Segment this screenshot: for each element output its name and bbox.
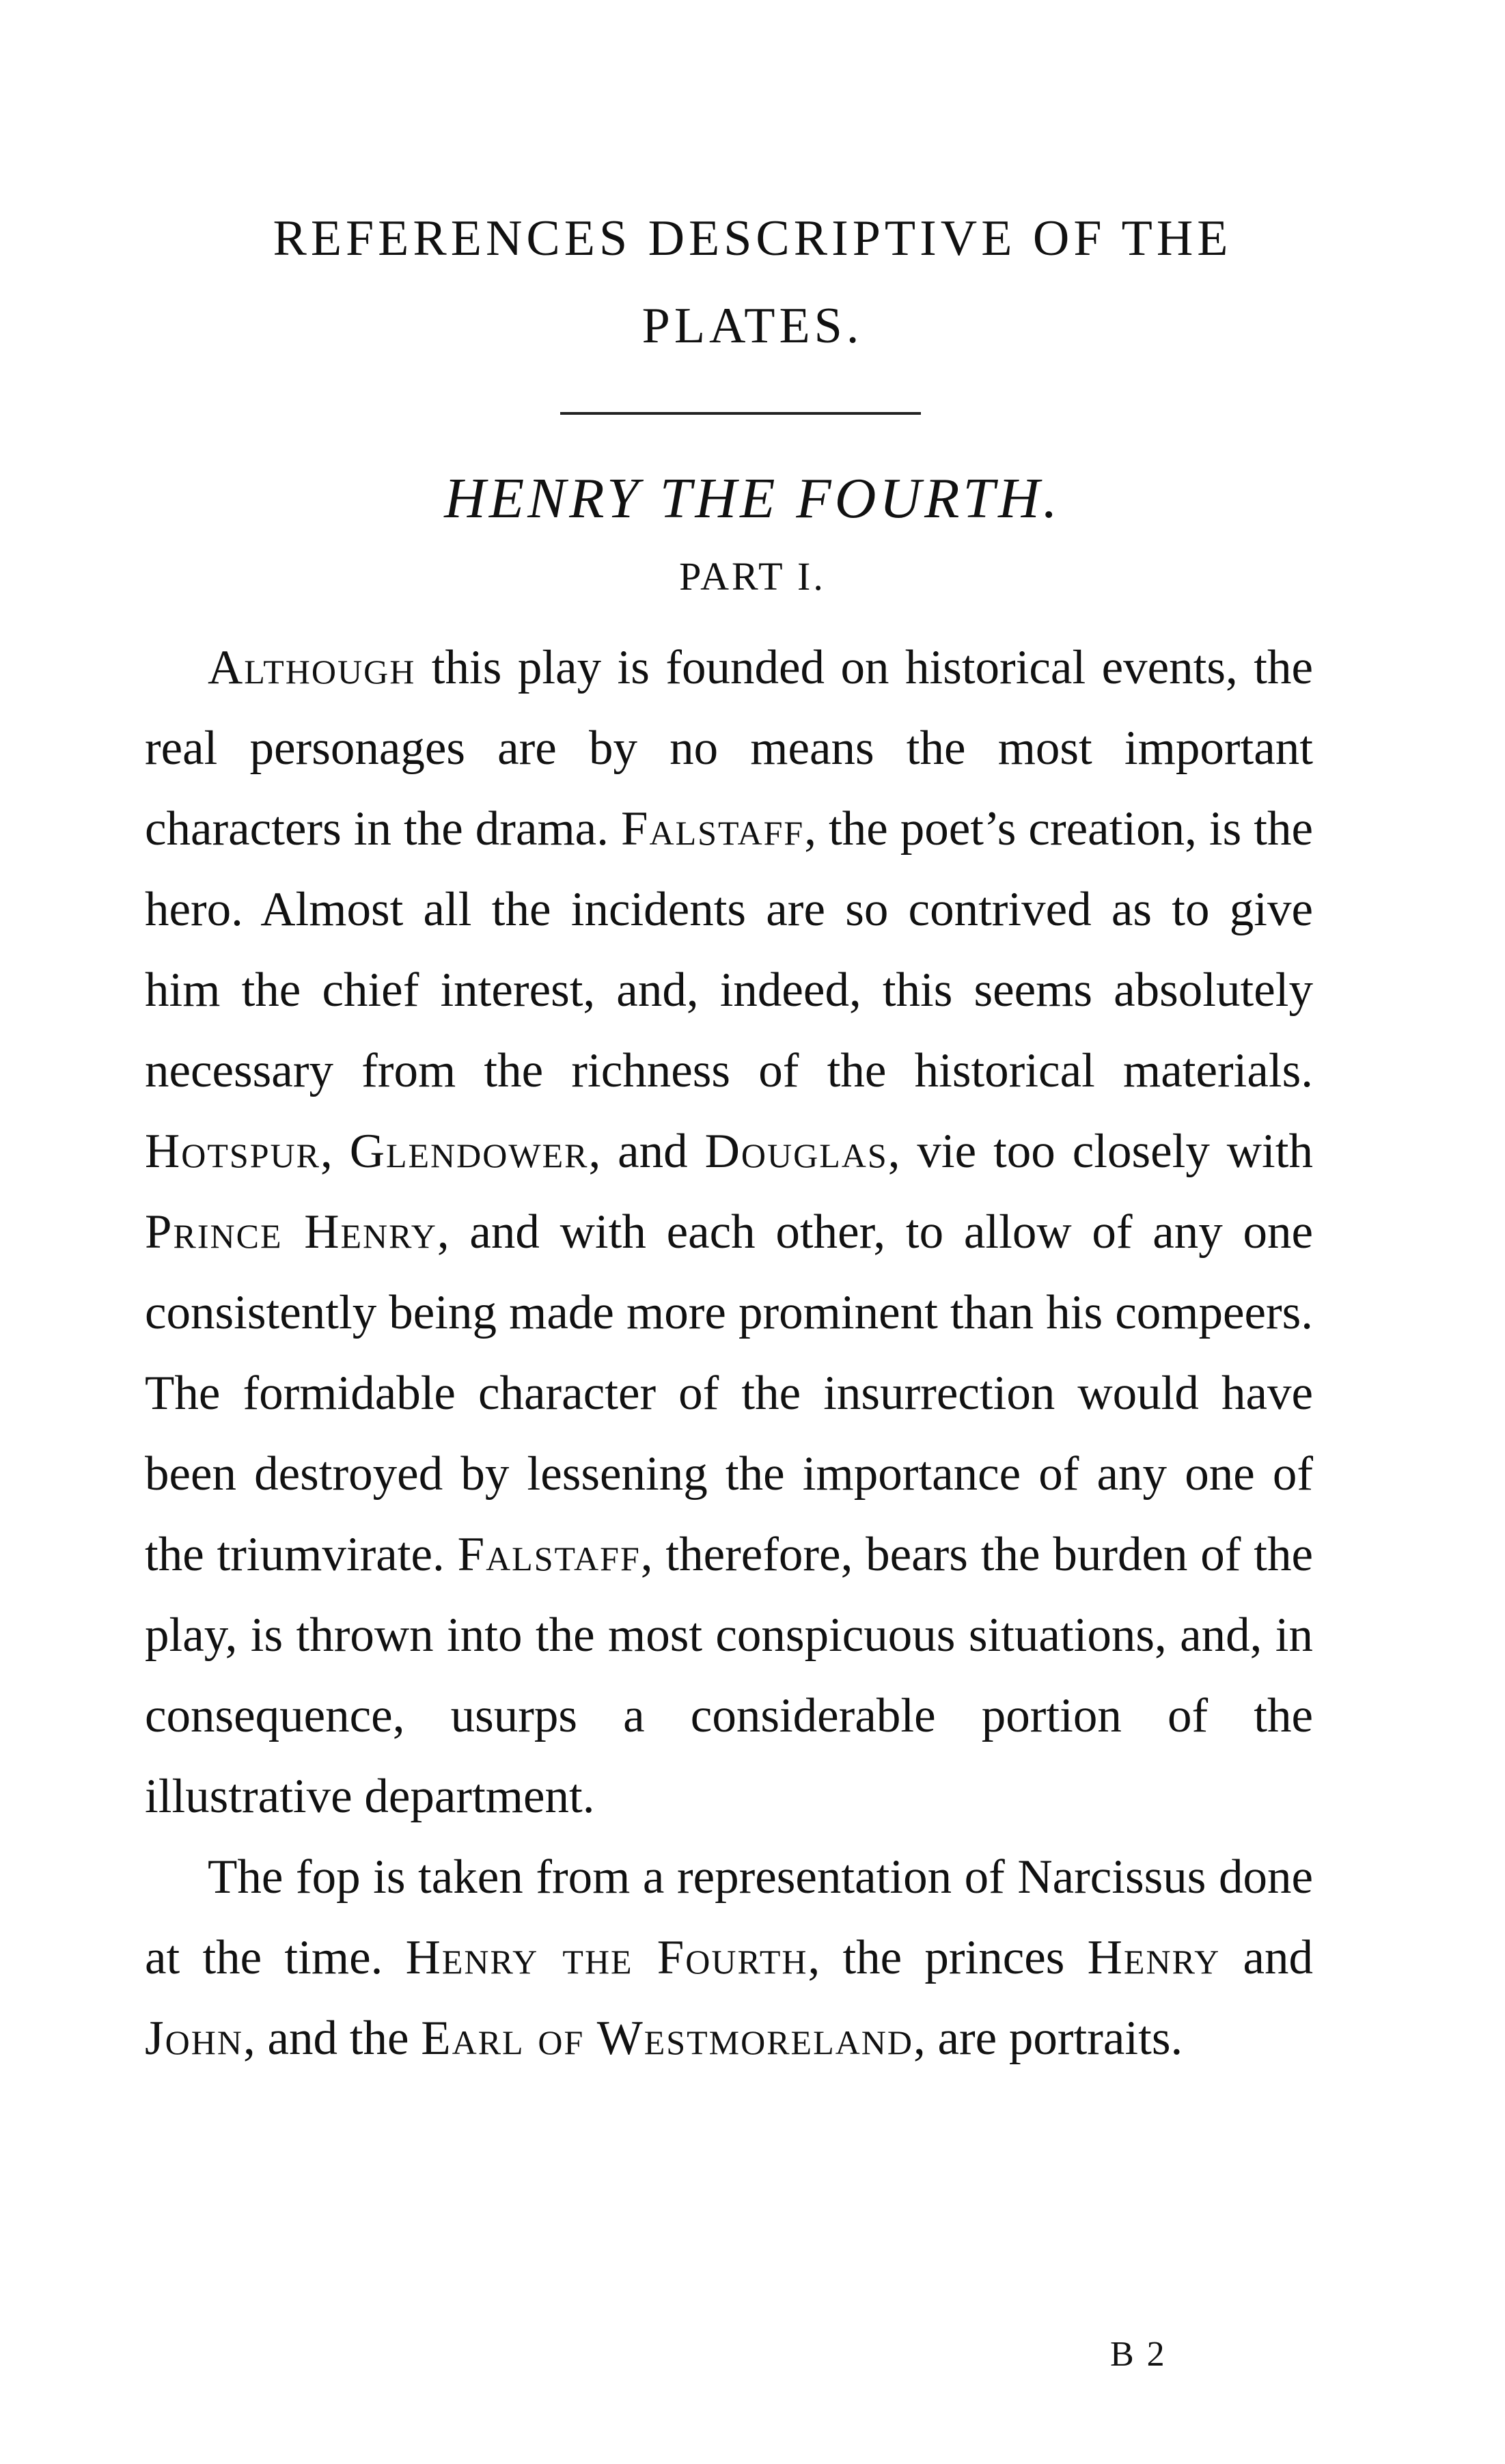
heading-line-1: REFERENCES DESCRIPTIVE OF THE xyxy=(273,210,1232,266)
text-run: and xyxy=(1220,1931,1314,1984)
character-name: Earl of Westmoreland xyxy=(421,2012,913,2065)
paragraph-2 xyxy=(145,1837,1313,2079)
drop-word: Although xyxy=(208,641,416,694)
character-name: Hotspur xyxy=(145,1125,320,1178)
character-name: Glendower xyxy=(349,1125,589,1178)
character-name: Prince Henry xyxy=(145,1205,437,1259)
text-run: , xyxy=(320,1125,350,1178)
character-name: Falstaff xyxy=(621,802,805,855)
character-name: John xyxy=(145,2012,243,2065)
heading-line-2: PLATES. xyxy=(641,298,864,354)
text-run: The fop is taken from a representation of Narcissus done at the time. xyxy=(145,1850,1313,1984)
character-name: Henry the Fourth xyxy=(405,1931,808,1984)
text-run: , and xyxy=(588,1125,705,1178)
part-title: PART I. xyxy=(679,554,826,599)
paragraph-1 xyxy=(145,627,1313,1837)
text-run: , are portraits. xyxy=(913,2012,1183,2065)
text-run: , vie too closely with xyxy=(887,1125,1314,1178)
section-divider xyxy=(560,412,921,415)
character-name: Douglas xyxy=(704,1125,888,1178)
text-run: this play is founded on historical events, the real personages are by no means the most important characters in the drama. xyxy=(145,641,1313,855)
text-run: , and the xyxy=(243,2012,422,2065)
text-run: , the poet’s creation, is the hero. Almost all the incidents are so contrived as to give him the chief interest, and, indeed, this seems absolutely necessary from the richness of the historical materials. xyxy=(145,802,1313,1097)
character-name: Falstaff xyxy=(457,1528,641,1581)
text-run: , the princes xyxy=(807,1931,1088,1984)
text-run: , and with each other, to allow of any one consistently being made more prominent than his compeers. The formidable character of the insurrection would have been destroyed by lessening the importance of any one of the triumvirate. xyxy=(145,1205,1313,1581)
text-run: , therefore, bears the burden of the play, is thrown into the most conspicuous situations, and, in consequence, usurps a considerable portion of the illustrative department. xyxy=(145,1528,1313,1823)
body-text xyxy=(145,627,1313,2079)
character-name: Henry xyxy=(1087,1931,1221,1984)
signature-mark: B 2 xyxy=(1110,2335,1167,2374)
play-title: HENRY THE FOURTH. xyxy=(444,467,1061,530)
